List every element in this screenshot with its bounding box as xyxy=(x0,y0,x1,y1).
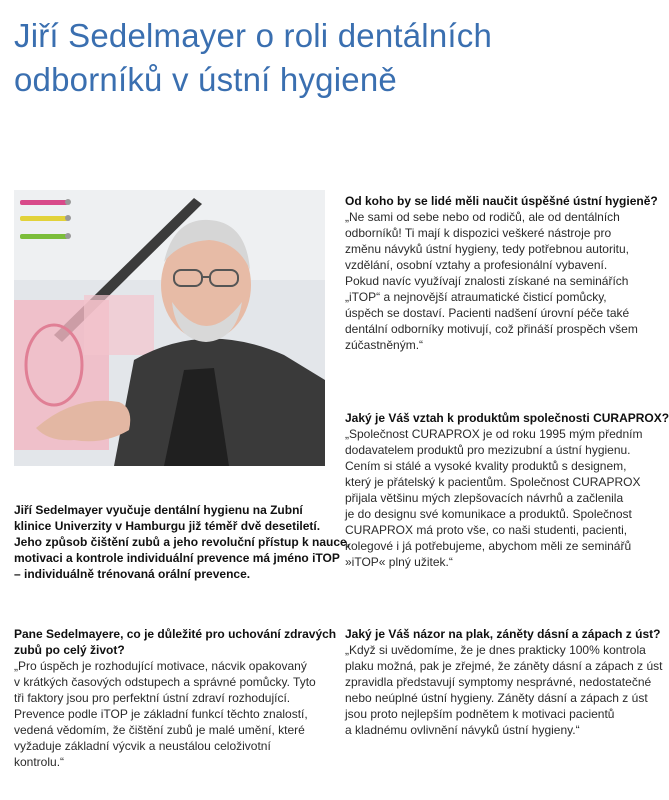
question xyxy=(14,626,337,658)
answer-line: Pokud navíc využívají znalosti získané na seminářích xyxy=(345,274,629,288)
answer xyxy=(345,209,660,353)
answer-line: „Když si uvědomíme, že je dnes prakticky 100% kontrola xyxy=(345,643,646,657)
intro-line: klinice Univerzity v Hamburgu již téměř dvě desetiletí. xyxy=(14,519,321,533)
portrait-photo xyxy=(14,190,325,466)
answer-line: »iTOP« plný užitek.“ xyxy=(345,555,453,569)
answer-line: kolegové i já potřebujeme, abychom měli ze seminářů xyxy=(345,539,632,553)
answer-line: který je přátelský k pacientům. Společnost CURAPROX xyxy=(345,475,641,489)
article-title xyxy=(14,14,654,102)
intro-line: motivaci a kontrole individuální prevence má jméno iTOP xyxy=(14,551,340,565)
answer-line: plaku možná, pak je zřejmé, že záněty dásní a zápach z úst xyxy=(345,659,663,673)
intro-paragraph xyxy=(14,502,351,582)
answer-line: Cením si stálé a vysoké kvality produktů s designem, xyxy=(345,459,627,473)
question: Od koho by se lidé měli naučit úspěšné ústní hygieně? xyxy=(345,194,658,208)
left-qa xyxy=(14,626,337,770)
intro-line: Jeho způsob čištění zubů a jeho revoluční přístup k nauce, xyxy=(14,535,351,549)
answer xyxy=(345,426,660,570)
answer-line: přijala většinu mých zlepšovacích návrhů a začlenila xyxy=(345,491,624,505)
answer-line: „Pro úspěch je rozhodující motivace, nácvik opakovaný xyxy=(14,659,307,673)
answer-line: Prevence podle iTOP je základní funkcí těchto znalostí, xyxy=(14,707,308,721)
answer-line: jsou proto nejlepším podnětem k motivaci pacientů xyxy=(345,707,615,721)
intro-line: Jiří Sedelmayer vyučuje dentální hygienu na Zubní xyxy=(14,503,303,517)
question: Jaký je Váš vztah k produktům společnosti CURAPROX? xyxy=(345,411,669,425)
answer-line: úspěch se dostaví. Pacienti nadšení úrovní péče také xyxy=(345,306,630,320)
question-line: zubů po celý život? xyxy=(14,643,125,657)
answer-line: vyžaduje základní výcvik a neustálou celoživotní xyxy=(14,739,271,753)
answer-line: zpravidla představují symptomy nesprávné, nedostatečné xyxy=(345,675,652,689)
answer-line: vzdělání, osobní vztahy a profesionální vybavení. xyxy=(345,258,608,272)
title-line-1: Jiří Sedelmayer o roli dentálních xyxy=(14,17,492,54)
question-line: Pane Sedelmayere, co je důležité pro uchování zdravých xyxy=(14,627,337,641)
answer xyxy=(14,658,334,770)
answer xyxy=(345,642,663,738)
answer-line: dodavatelem produktů pro mezizubní a ústní hygienu. xyxy=(345,443,631,457)
answer-line: dentální odborníky motivují, což přináší prospěch všem xyxy=(345,322,638,336)
answer-line: „Společnost CURAPROX je od roku 1995 mým předním xyxy=(345,427,643,441)
portrait-illustration xyxy=(14,190,325,466)
answer-line: je do designu své komunikace a produktů. Společnost xyxy=(345,507,632,521)
intro-line: – individuálně trénovaná orální prevence. xyxy=(14,567,251,581)
answer-line: zúčastněným.“ xyxy=(345,338,424,352)
right-qa-1 xyxy=(345,193,660,353)
answer-line: nebo neúplné ústní hygieny. Záněty dásní a zápach z úst xyxy=(345,691,648,705)
right-qa-3 xyxy=(345,626,663,738)
answer-line: CURAPROX má proto vše, co naši studenti, pacienti, xyxy=(345,523,628,537)
answer-line: odborníků! Ti mají k dispozici veškeré nástroje pro xyxy=(345,226,612,240)
answer-line: „iTOP“ a nejnovější atraumatické čisticí pomůcky, xyxy=(345,290,607,304)
answer-line: vedená vědomím, že čištění zubů je malé umění, které xyxy=(14,723,305,737)
answer-line: kontrolu.“ xyxy=(14,755,65,769)
answer-line: tři faktory jsou pro perfektní ústní zdraví rozhodující. xyxy=(14,691,291,705)
question: Jaký je Váš názor na plak, záněty dásní a zápach z úst? xyxy=(345,627,661,641)
answer-line: a kladnému ovlivnění návyků ústní hygieny.“ xyxy=(345,723,580,737)
title-line-2: odborníků v ústní hygieně xyxy=(14,61,397,98)
answer-line: „Ne sami od sebe nebo od rodičů, ale od dentálních xyxy=(345,210,620,224)
answer-line: v krátkých časových odstupech a správné pomůcky. Tyto xyxy=(14,675,316,689)
right-qa-2 xyxy=(345,410,669,570)
answer-line: změnu návyků ústní hygieny, tedy potřebnou autoritu, xyxy=(345,242,629,256)
